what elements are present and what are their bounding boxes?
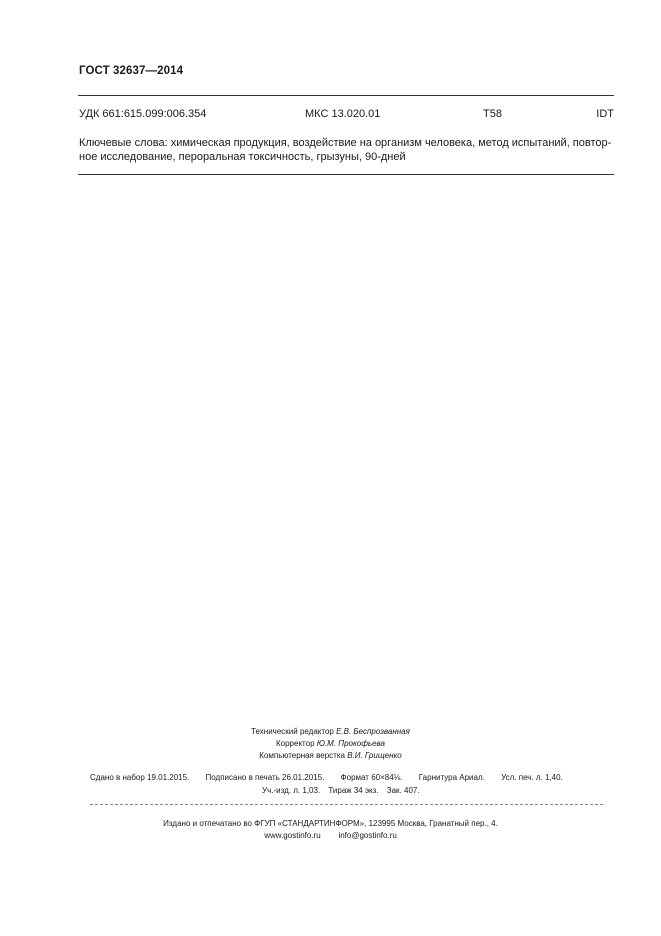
corrector-label: Корректор bbox=[276, 739, 315, 748]
publisher-contacts bbox=[0, 830, 661, 842]
udk-code: УДК 661:615.099:006.354 bbox=[79, 108, 207, 120]
tech-editor-line bbox=[0, 726, 661, 738]
order-number: Зак. 407. bbox=[386, 786, 420, 795]
layout-label: Компьютерная верстка bbox=[259, 751, 345, 760]
print-data-block bbox=[90, 771, 630, 797]
paper-format: Формат 60×84⅛. bbox=[340, 773, 403, 782]
tech-editor-name: Е.В. Беспрозванная bbox=[336, 727, 410, 736]
corrector-name: Ю.М. Прокофьева bbox=[316, 739, 385, 748]
top-divider bbox=[78, 95, 614, 96]
print-data-row-2 bbox=[90, 784, 630, 797]
publ-sheets: Уч.-изд. л. 1,03. bbox=[262, 786, 321, 795]
typeface: Гарнитура Ариал. bbox=[418, 773, 485, 782]
editors-block bbox=[0, 726, 661, 762]
publisher-email: info@gostinfo.ru bbox=[338, 831, 397, 840]
publisher-line: Издано и отпечатано во ФГУП «СТАНДАРТИНФОРМ», 123995 Москва, Гранатный пер., 4. bbox=[163, 819, 498, 828]
document-title: ГОСТ 32637—2014 bbox=[79, 65, 184, 77]
t-code: Т58 bbox=[483, 108, 502, 120]
tech-editor-label: Технический редактор bbox=[251, 727, 334, 736]
signed-date: Подписано в печать 26.01.2015. bbox=[205, 773, 325, 782]
corrector-line bbox=[0, 738, 661, 750]
layout-line bbox=[0, 750, 661, 762]
print-sheets: Усл. печ. л. 1,40. bbox=[501, 773, 563, 782]
mks-code: МКС 13.020.01 bbox=[305, 108, 381, 120]
idt-code: IDT bbox=[596, 108, 614, 120]
keywords-text: Ключевые слова: химическая продукция, воздействие на организм человека, метод испытаний, повтор-ное исследование, пероральная токсичность, грызуны, 90-дней bbox=[79, 137, 612, 163]
print-run: Тираж 34 экз. bbox=[328, 786, 379, 795]
layout-name: В.И. Грищенко bbox=[347, 751, 402, 760]
keywords-divider bbox=[78, 174, 614, 175]
classification-row bbox=[79, 108, 614, 124]
imprint-divider bbox=[90, 804, 603, 805]
print-data-row-1 bbox=[90, 771, 630, 784]
publisher-block bbox=[0, 818, 661, 842]
publisher-website: www.gostinfo.ru bbox=[264, 831, 321, 840]
typeset-date: Сдано в набор 19.01.2015. bbox=[90, 773, 190, 782]
